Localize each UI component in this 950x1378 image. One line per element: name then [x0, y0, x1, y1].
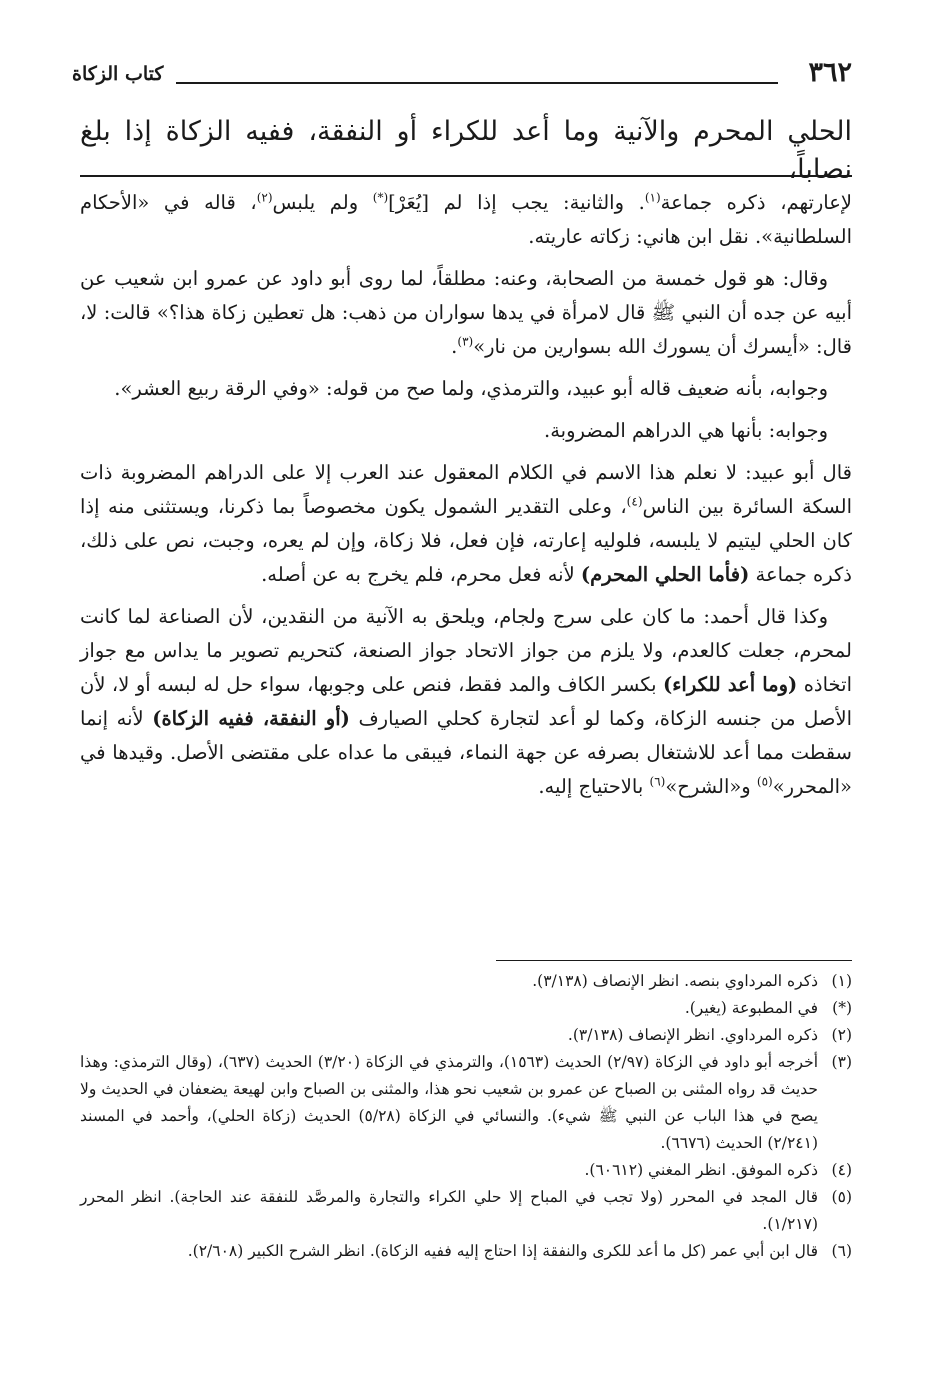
footnote-text: أخرجه أبو داود في الزكاة (٢/٩٧) الحديث (١٥٦٣)، والترمذي في الزكاة (٣/٢٠) الحديث (٦٣٧)، (وقال الترمذي: وهذا حديث قد رواه المثنى بن الصباح عن عمرو بن شعيب نحو هذا، والمثنى بن الصباح وابن لهيعة يضعفان في الحديث ولا يصح في هذا الباب عن النبي ﷺ شيء). والنسائي في الزكاة (٥/٢٨) الحديث (زكاة الحلي)، وأحمد في المسند (٢/٢٤١) الحديث (٦٦٧٦).	[80, 1053, 819, 1152]
matn-text: الحلي المحرم والآنية وما أعد للكراء أو النفقة، ففيه الزكاة إذا بلغ نصاباً،	[80, 116, 852, 185]
footnote-text: ذكره المرداوي. انظر الإنصاف (٣/١٣٨).	[567, 1026, 818, 1044]
footnote	[80, 995, 852, 1022]
book-title: كتاب الزكاة	[72, 63, 164, 85]
footnote	[80, 968, 852, 995]
footnote-ref: (*)	[372, 190, 389, 205]
footnote	[80, 1157, 852, 1184]
footnote	[80, 1184, 852, 1238]
footnote-ref: (٤)	[626, 494, 643, 509]
footnote-ref: (٥)	[756, 774, 773, 789]
footnote-mark: (٥)	[831, 1188, 852, 1206]
paragraph: وجوابه، بأنه ضعيف قاله أبو عبيد، والترمذي، ولما صح من قوله: «وفي الرقة ربيع العشر».	[114, 377, 828, 400]
footnote-mark: (١)	[831, 972, 852, 990]
footnote-text: قال ابن أبي عمر (كل ما أعد للكرى والنفقة إذا احتاج إليه ففيه الزكاة). انظر الشرح الكبير (٢/٦٠٨).	[187, 1242, 818, 1260]
matn-rule	[80, 175, 852, 177]
footnote-text: في المطبوعة (يغير).	[684, 999, 818, 1017]
footnote-ref: (٢)	[256, 190, 273, 205]
footnote-text: ذكره الموفق. انظر المغني (٦٠٦١٢).	[584, 1161, 818, 1179]
paragraph: لإعارتهم، ذكره جماعة$^{(١)}$. والثانية: يجب إذا لم [يُعَرْ](*) ولم يلبس$^{(٢)}$، قاله في «الأحكام السلطانية». نقل ابن هاني: زكاته عاريته.	[80, 190, 852, 248]
footnote-text: ذكره المرداوي بنصه. انظر الإنصاف (٣/١٣٨).	[532, 972, 818, 990]
footnote-mark: (٤)	[831, 1161, 852, 1179]
footnote-mark: (*)	[832, 999, 852, 1017]
footnote-ref: (١)	[644, 190, 661, 205]
footnote-mark: (٢)	[831, 1026, 852, 1044]
footnote	[80, 1238, 852, 1265]
footnote	[80, 1022, 852, 1049]
page-header	[72, 58, 852, 90]
footnote-mark: (٦)	[831, 1242, 852, 1260]
paragraph: وجوابه: بأنها هي الدراهم المضروبة.	[544, 419, 828, 442]
paragraph: قال أبو عبيد: لا نعلم هذا الاسم في الكلام المعقول عند العرب إلا على الدراهم المضروبة ذات السكة السائرة بين الناس$^{(٤)}$، وعلى التقدير الشمول يكون مخصوصاً بما ذكرنا، ويستثنى منه إذا كان الحلي ليتيم لا يلبسه، فلوليه إعارته، فإن فعل، فلا زكاة، وإن لم يعره، وجبت، نص على ذلك، ذكره جماعة (فأما الحلي المحرم) لأنه فعل محرم، فلم يخرج به عن أصله.	[80, 461, 852, 586]
paragraph: وقال: هو قول خمسة من الصحابة، وعنه: مطلقاً، لما روى أبو داود عن عمرو ابن شعيب عن أبيه عن جده أن النبي ﷺ قال لامرأة في يدها سواران من ذهب: هل تعطين زكاة هذا؟» قالت: لا، قال: «أيسرك أن يسورك الله بسوارين من نار»$^{(٣)}$.	[80, 267, 853, 358]
footnote-ref: (٦)	[649, 774, 666, 789]
matn-quote: (أو النفقة، ففيه الزكاة)	[152, 707, 350, 730]
paragraph: وكذا قال أحمد: ما كان على سرج ولجام، ويلحق به الآنية من النقدين، لأن الصناعة لما كانت لمحرم، جعلت كالعدم، ولا يلزم من جواز الاتحاد جواز الصنعة، كتحريم تصوير ما يداس مع جواز اتخاذه (وما أعد للكراء) بكسر الكاف والمد فقط، فنص على وجوبها، سواء حل له لبسه أو لا، لأن الأصل من جنسه الزكاة، وكما لو أعد لتجارة كحلي الصيارف (أو النفقة، ففيه الزكاة) لأنه إنما سقطت مما أعد للاشتغال بصرفه عن جهة النماء، فيبقى ما عداه على مقتضى الأصل. وقيدها في «المحرر»$^{(٥)}$ و«الشرح»$^{(٦)}$ بالاحتياج إليه.	[80, 605, 852, 798]
footnote	[80, 1049, 852, 1157]
footnote-ref: (٣)	[457, 334, 474, 349]
header-rule	[176, 82, 778, 84]
page-number: ٣٦٢	[808, 57, 852, 88]
matn-quote: (فأما الحلي المحرم)	[580, 563, 750, 586]
matn-quote: (وما أعد للكراء)	[663, 673, 798, 696]
footnotes	[80, 968, 852, 1265]
commentary-body	[80, 186, 852, 812]
footnote-mark: (٣)	[831, 1053, 852, 1071]
footnote-rule	[496, 960, 852, 961]
footnote-text: قال المجد في المحرر (ولا تجب في المباح إلا حلي الكراء والتجارة والمرصَّد للنفقة عند الحاجة). انظر المحرر (١/٢١٧).	[80, 1188, 818, 1233]
